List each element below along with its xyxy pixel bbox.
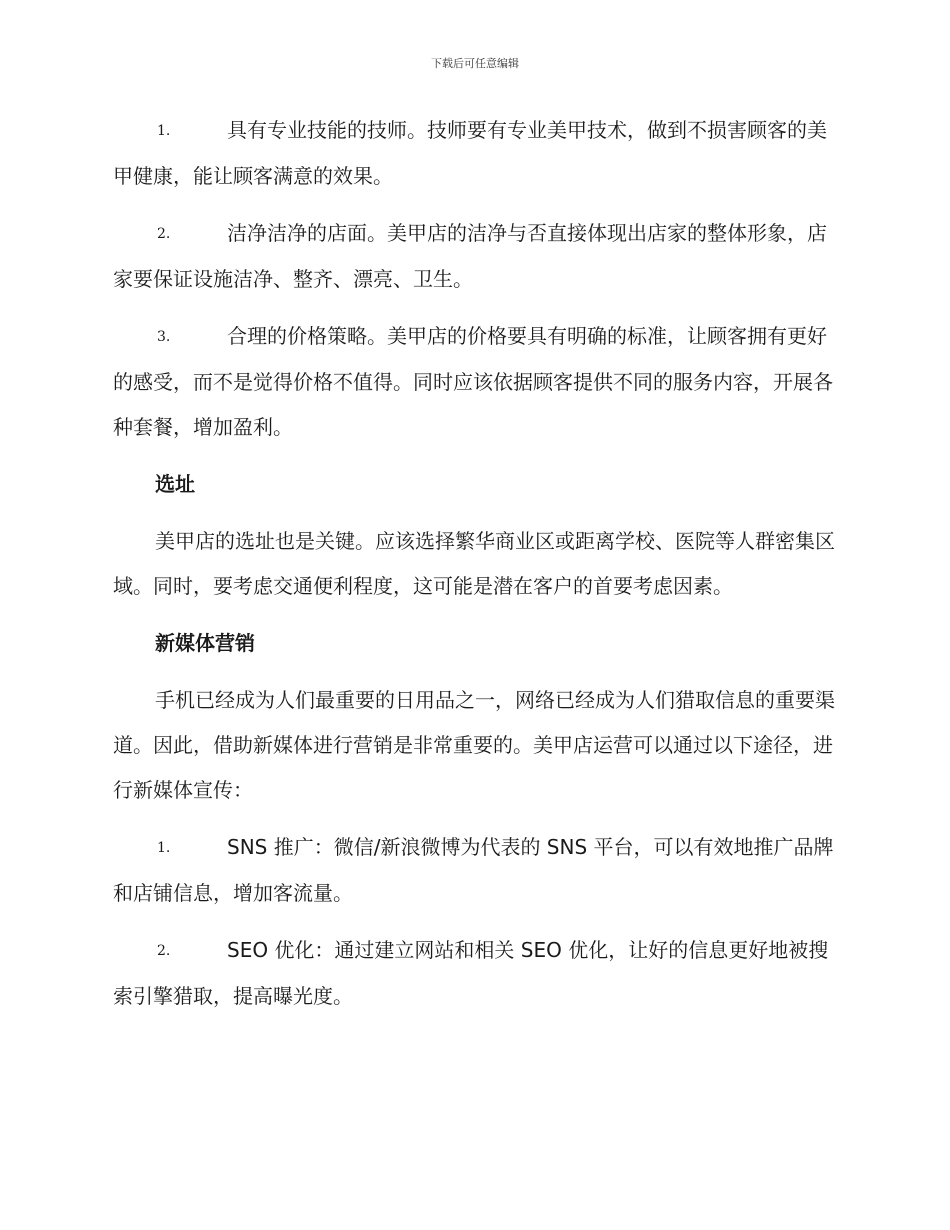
list-number: 3. <box>157 329 171 345</box>
list-text: SNS 推广：微信/新浪微博为代表的 SNS 平台，可以有效地推广品牌和店铺信息，增加客流量。 <box>113 835 834 905</box>
new-media-paragraph: 手机已经成为人们最重要的日用品之一，网络已经成为人们猎取信息的重要渠道。因此，借助新媒体进行营销是非常重要的。美甲店运营可以通过以下途径，进行新媒体宣传： <box>113 688 835 802</box>
list-text: SEO 优化：通过建立网站和相关 SEO 优化，让好的信息更好地被搜索引擎猎取，提高曝光度。 <box>113 938 829 1008</box>
list-text: 洁净洁净的店面。美甲店的洁净与否直接体现出店家的整体形象，店家要保证设施洁净、整齐、漂亮、卫生。 <box>113 221 827 291</box>
list-number: 2. <box>157 226 171 242</box>
location-paragraph: 美甲店的选址也是关键。应该选择繁华商业区或距离学校、医院等人群密集区域。同时，要考虑交通便利程度，这可能是潜在客户的首要考虑因素。 <box>113 529 835 598</box>
list-item <box>113 928 835 1019</box>
list-number: 1. <box>157 123 171 139</box>
list-number: 2. <box>157 943 171 959</box>
list-item <box>113 211 835 302</box>
list-item <box>113 825 835 916</box>
list-number: 1. <box>157 840 171 856</box>
section-heading-location: 选址 <box>155 472 195 496</box>
list-text: 具有专业技能的技师。技师要有专业美甲技术，做到不损害顾客的美甲健康，能让顾客满意的效果。 <box>113 118 827 188</box>
document-body <box>113 108 835 1031</box>
page-header: 下载后可任意编辑 <box>431 57 519 70</box>
list-item <box>113 314 835 450</box>
list-item <box>113 108 835 199</box>
list-text: 合理的价格策略。美甲店的价格要具有明确的标准，让顾客拥有更好的感受，而不是觉得价格不值得。同时应该依据顾客提供不同的服务内容，开展各种套餐，增加盈利。 <box>113 324 833 439</box>
section-heading-new-media: 新媒体营销 <box>155 631 255 655</box>
